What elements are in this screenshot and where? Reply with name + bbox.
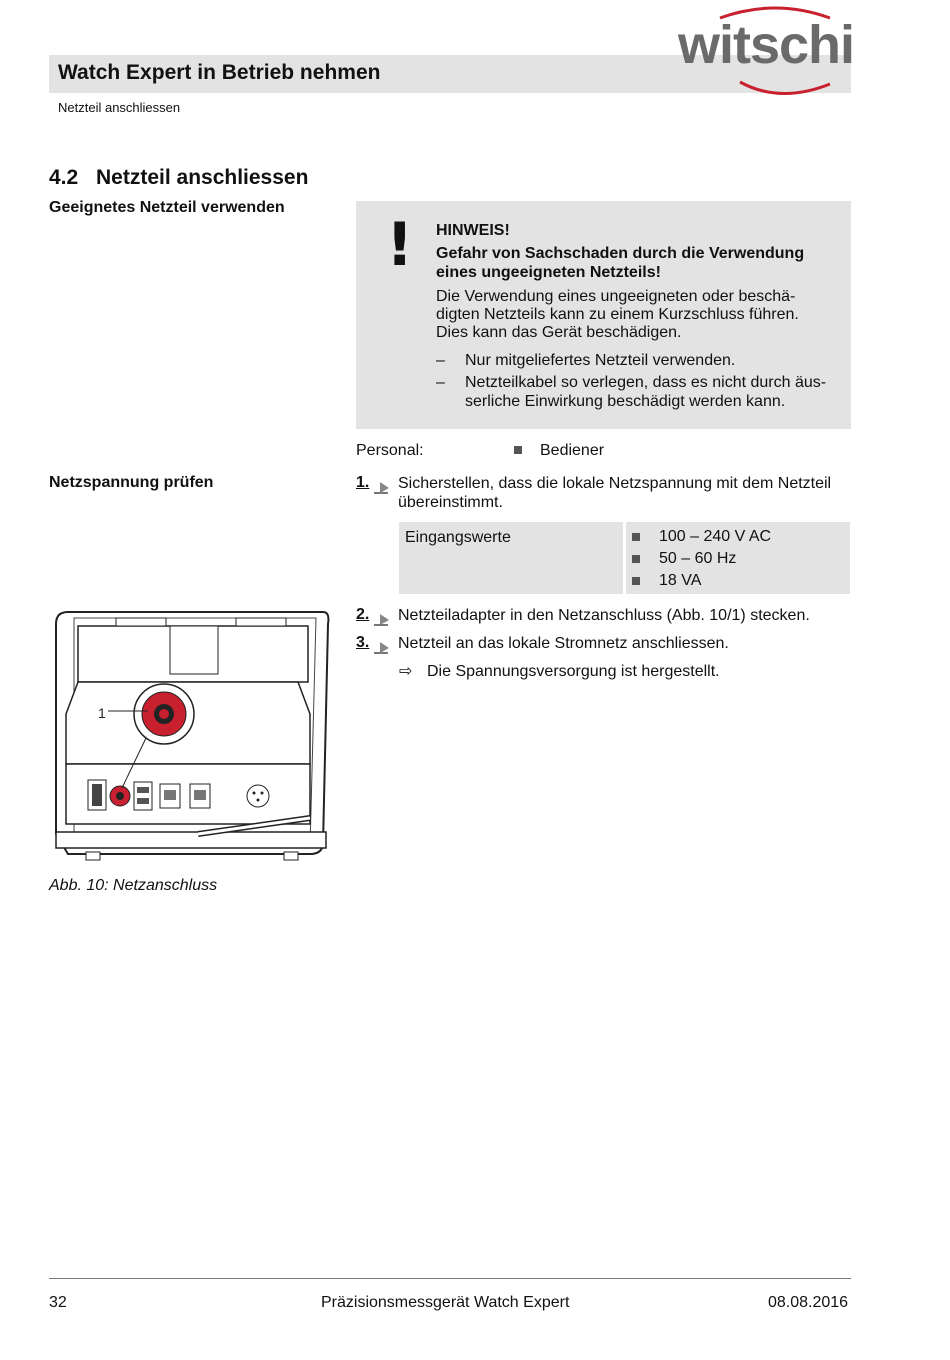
- page-number: 32: [49, 1294, 67, 1311]
- result-text: Die Spannungsversorgung ist hergestellt.: [427, 663, 720, 680]
- footer-divider: [49, 1278, 851, 1279]
- square-bullet-icon: [632, 555, 640, 563]
- notice-label: HINWEIS!: [436, 222, 510, 239]
- dash-bullet: –: [436, 374, 445, 391]
- chapter-subtitle: Netzteil anschliessen: [58, 100, 181, 115]
- footer-title: Präzisionsmessgerät Watch Expert: [321, 1294, 570, 1311]
- result-arrow-icon: ⇨: [399, 663, 413, 680]
- step-text: Sicherstellen, dass die lokale Netzspannung mit dem Netzteil übereinstimmt.: [398, 475, 832, 511]
- step-arrow-icon: [374, 612, 392, 628]
- notice-headline: Gefahr von Sachschaden durch die Verwendung eines ungeeigneten Netzteils!: [436, 245, 805, 281]
- section-title-text: Netzteil anschliessen: [96, 166, 309, 189]
- step-number: 2.: [356, 606, 370, 623]
- table-values-cell: [626, 522, 850, 594]
- figure-callout-number: 1: [98, 705, 106, 721]
- table-value: 50 – 60 Hz: [659, 550, 737, 567]
- notice-line-2: digten Netzteils kann zu einem Kurzschluss führen.: [436, 306, 799, 323]
- footer-date: 08.08.2016: [768, 1294, 849, 1311]
- personal-value: Bediener: [540, 442, 605, 459]
- step-arrow-icon: [374, 640, 392, 656]
- personal-label: Personal:: [356, 442, 424, 459]
- notice-line-1: Die Verwendung eines ungeeigneten oder beschä-: [436, 288, 796, 305]
- table-label-cell: [399, 522, 623, 594]
- notice-list-item: [436, 373, 846, 411]
- table-label: Eingangswerte: [405, 529, 511, 546]
- square-bullet-icon: [632, 533, 640, 541]
- notice-item-2: Netzteilkabel so verlegen, dass es nicht durch äus-serliche Einwirkung beschädigt werden kann.: [465, 374, 827, 410]
- section-title: [49, 166, 308, 190]
- notice-list-item: [436, 351, 846, 370]
- dash-bullet: –: [436, 352, 445, 369]
- notice-line-3: Dies kann das Gerät beschädigen.: [436, 324, 682, 341]
- chapter-title: Watch Expert in Betrieb nehmen: [58, 61, 381, 84]
- exclamation-icon: !: [386, 210, 414, 280]
- section-number: 4.2: [49, 166, 79, 189]
- table-value: 18 VA: [659, 572, 702, 589]
- side-heading-power-supply: Geeignetes Netzteil verwenden: [49, 199, 285, 216]
- square-bullet-icon: [514, 446, 522, 454]
- table-value: 100 – 240 V AC: [659, 528, 772, 545]
- witschi-logo: witschi: [678, 15, 855, 75]
- side-heading-voltage-check: Netzspannung prüfen: [49, 474, 214, 491]
- device-back-panel-figure: [48, 604, 333, 864]
- step-arrow-icon: [374, 480, 392, 496]
- notice-box: [356, 201, 851, 429]
- step-text: Netzteiladapter in den Netzanschluss (Abb. 10/1) stecken.: [398, 607, 810, 624]
- step-number: 1.: [356, 474, 370, 491]
- figure-caption: Abb. 10: Netzanschluss: [49, 877, 218, 894]
- square-bullet-icon: [632, 577, 640, 585]
- step-number: 3.: [356, 634, 370, 651]
- step-text: Netzteil an das lokale Stromnetz anschliessen.: [398, 635, 729, 652]
- notice-item-1: Nur mitgeliefertes Netzteil verwenden.: [465, 352, 736, 369]
